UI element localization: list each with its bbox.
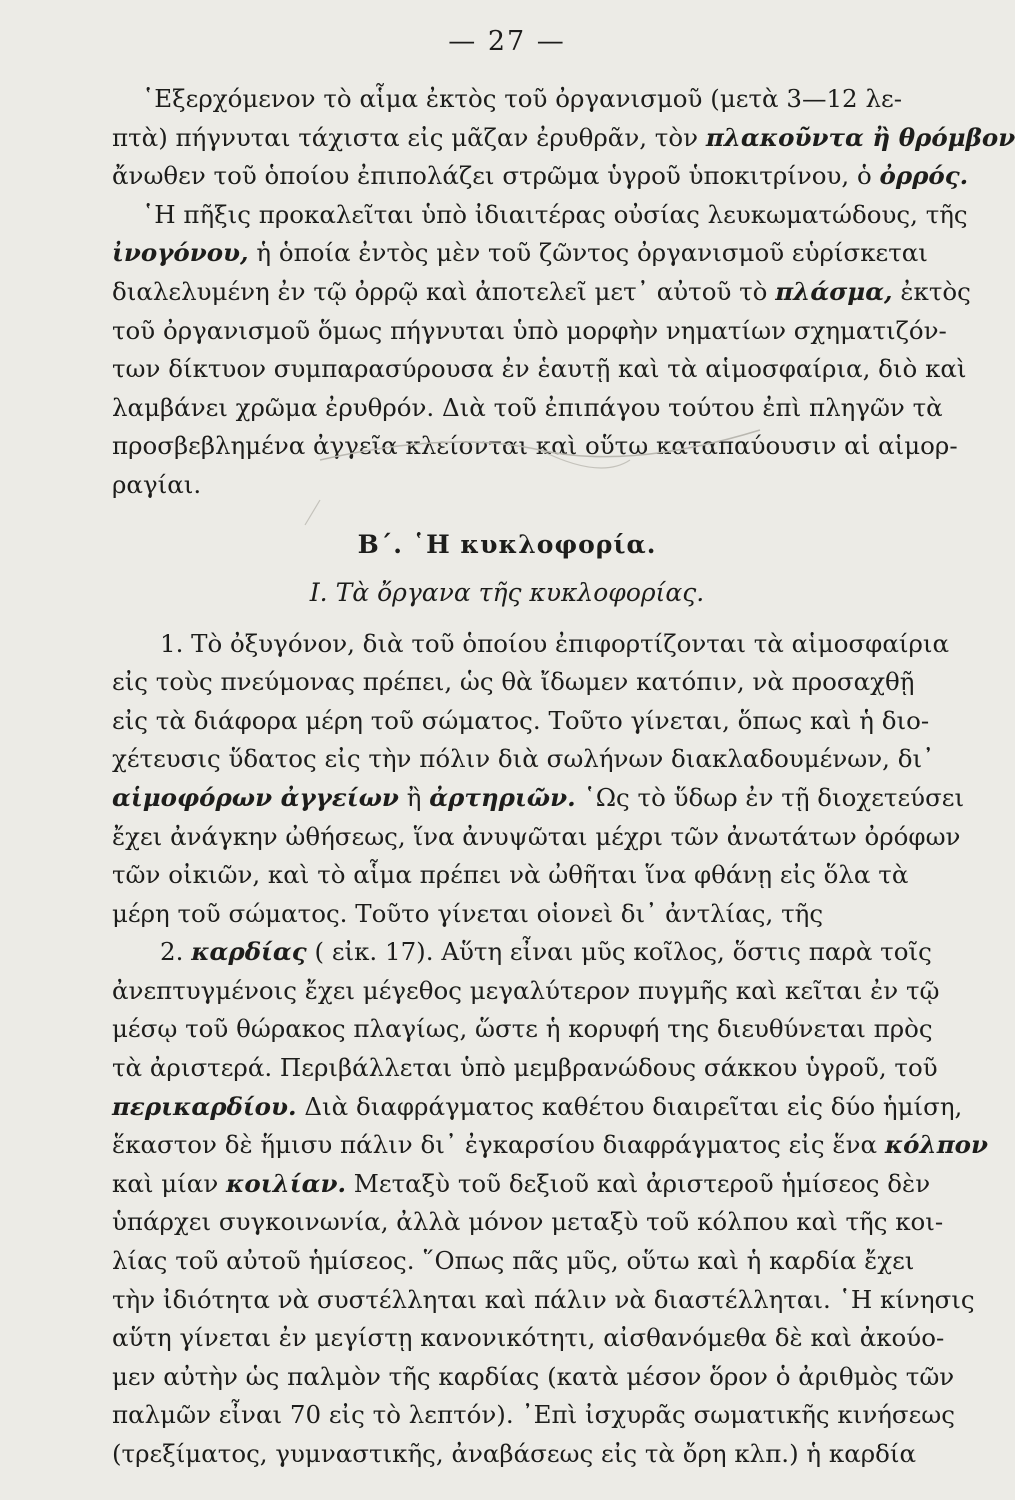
text-line: τῶν οἰκιῶν, καὶ τὸ αἷμα πρέπει νὰ ὠθῆται ἵνα φθάνῃ εἰς ὅλα τὰ (112, 860, 909, 890)
term-ventricle: κοιλίαν. (226, 1168, 346, 1198)
page-number: — 27 — (448, 26, 566, 57)
term-blood-vessels: αἱμοφόρων ἀγγείων (112, 782, 399, 812)
text-line: παλμῶν εἶναι 70 εἰς τὸ λεπτόν). ᾿Επὶ ἰσχυρᾶς σωματικῆς κινήσεως (112, 1400, 956, 1430)
text-line: εἰς τοὺς πνεύμονας πρέπει, ὡς θὰ ἴδωμεν κατόπιν, νὰ προσαχθῇ (112, 667, 915, 697)
paragraph-oxygen-transport (112, 625, 965, 934)
text-line: ἰνογόνου, ἡ ὁποία ἐντὸς μὲν τοῦ ζῶντος ὀργανισμοῦ εὑρίσκεται (112, 238, 928, 268)
paragraph-heart (112, 933, 988, 1473)
text-line: καὶ μίαν κοιλίαν. Μεταξὺ τοῦ δεξιοῦ καὶ ἀριστεροῦ ἡμίσεος δὲν (112, 1168, 931, 1198)
text-line: ἕκαστον δὲ ἥμισυ πάλιν δι᾽ ἐγκαρσίου διαφράγματος εἰς ἕνα κόλπον (112, 1130, 988, 1160)
text-line: διαλελυμένη ἐν τῷ ὀρρῷ καὶ ἀποτελεῖ μετ᾽ αὐτοῦ τὸ πλάσμα, ἐκτὸς (112, 276, 971, 306)
text-line: λίας τοῦ αὐτοῦ ἡμίσεος. ῞Οπως πᾶς μῦς, οὕτω καὶ ἡ καρδία ἔχει (112, 1246, 915, 1276)
term-serum: ὀρρός. (879, 161, 969, 191)
term-heart: καρδίας (191, 937, 307, 967)
text-line: ἄνωθεν τοῦ ὁποίου ἐπιπολάζει στρῶμα ὑγροῦ ὑποκιτρίνου, ὁ ὀρρός. (112, 161, 969, 191)
text-line: λαμβάνει χρῶμα ἐρυθρόν. Διὰ τοῦ ἐπιπάγου τούτου ἐπὶ πληγῶν τὰ (112, 392, 943, 422)
text-line: πτὰ) πήγνυται τάχιστα εἰς μᾶζαν ἐρυθρᾶν, τὸν πλακοῦντα ἢ θρόμβον (112, 122, 1015, 152)
text-line: ἔχει ἀνάγκην ὠθήσεως, ἵνα ἀνυψῶται μέχρι τῶν ἀνωτάτων ὀρόφων (112, 821, 961, 851)
text-line: μέρη τοῦ σώματος. Τοῦτο γίνεται οἱονεὶ δι᾽ ἀντλίας, τῆς (112, 898, 824, 928)
text-line: ραγίαι. (112, 469, 202, 499)
term-arteries: ἀρτηριῶν. (429, 782, 576, 812)
sub-heading: Ι. Τὰ ὄργανα τῆς κυκλοφορίας. (309, 577, 705, 607)
text-line: χέτευσις ὕδατος εἰς τὴν πόλιν διὰ σωλήνων διακλαδουμένων, δι᾽ (112, 744, 935, 774)
text-line: των δίκτυον συμπαρασύρουσα ἐν ἑαυτῇ καὶ τὰ αἱμοσφαίρια, διὸ καὶ (112, 354, 967, 384)
text-line: ἀνεπτυγμένοις ἔχει μέγεθος μεγαλύτερον πυγμῆς καὶ κεῖται ἐν τῷ (112, 975, 940, 1005)
term-plasma: πλάσμα, (775, 276, 893, 306)
text-line: προσβεβλημένα ἀγγεῖα κλείονται καὶ οὕτω καταπαύουσιν αἱ αἱμορ- (112, 431, 958, 461)
text-line: περικαρδίου. Διὰ διαφράγματος καθέτου διαιρεῖται εἰς δύο ἡμίση, (112, 1091, 963, 1121)
text-line: μέσῳ τοῦ θώρακος πλαγίως, ὥστε ἡ κορυφή της διευθύνεται πρὸς (112, 1014, 933, 1044)
text-line: αἱμοφόρων ἀγγείων ἢ ἀρτηριῶν. ῾Ως τὸ ὕδωρ ἐν τῇ διοχετεύσει (112, 782, 965, 812)
term-fibrin: ἰνογόνου, (112, 238, 249, 268)
text-line: εἰς τὰ διάφορα μέρη τοῦ σώματος. Τοῦτο γίνεται, ὅπως καὶ ἡ διο- (112, 705, 930, 735)
text-line: τοῦ ὀργανισμοῦ ὅμως πήγνυται ὑπὸ μορφὴν νηματίων σχηματιζόν- (112, 315, 947, 345)
text-line: μεν αὐτὴν ὡς παλμὸν τῆς καρδίας (κατὰ μέσον ὅρον ὁ ἀριθμὸς τῶν (112, 1361, 955, 1391)
section-heading: Β΄. ῾Η κυκλοφορία. (357, 529, 657, 559)
text-line: 1. Τὸ ὀξυγόνον, διὰ τοῦ ὁποίου ἐπιφορτίζονται τὰ αἱμοσφαίρια (160, 628, 950, 658)
text-line: (τρεξίματος, γυμναστικῆς, ἀναβάσεως εἰς τὰ ὄρη κλπ.) ἡ καρδία (112, 1439, 917, 1468)
text-line: 2. καρδίας ( εἰκ. 17). Αὕτη εἶναι μῦς κοῖλος, ὅστις παρὰ τοῖς (160, 937, 932, 967)
text-line: αὕτη γίνεται ἐν μεγίστῃ κανονικότητι, αἰσθανόμεθα δὲ καὶ ἀκούο- (112, 1323, 945, 1353)
term-thrombus: πλακοῦντα ἢ θρόμβον (705, 122, 1015, 152)
term-pericardium: περικαρδίου. (112, 1091, 297, 1121)
text-line: τὴν ἰδιότητα νὰ συστέλληται καὶ πάλιν νὰ διαστέλληται. ῾Η κίνησις (112, 1284, 975, 1314)
text-line: ῾Εξερχόμενον τὸ αἷμα ἐκτὸς τοῦ ὀργανισμοῦ (μετὰ 3—12 λε- (142, 84, 902, 113)
text-line: ὑπάρχει συγκοινωνία, ἀλλὰ μόνον μεταξὺ τοῦ κόλπου καὶ τῆς κοι- (112, 1207, 944, 1237)
paragraph-blood-clotting (112, 80, 1015, 505)
text-line: ῾Η πῆξις προκαλεῖται ὑπὸ ἰδιαιτέρας οὐσίας λευκωματώδους, τῆς (142, 199, 968, 229)
term-atrium: κόλπον (884, 1130, 988, 1160)
text-line: τὰ ἀριστερά. Περιβάλλεται ὑπὸ μεμβρανώδους σάκκου ὑγροῦ, τοῦ (112, 1053, 938, 1083)
